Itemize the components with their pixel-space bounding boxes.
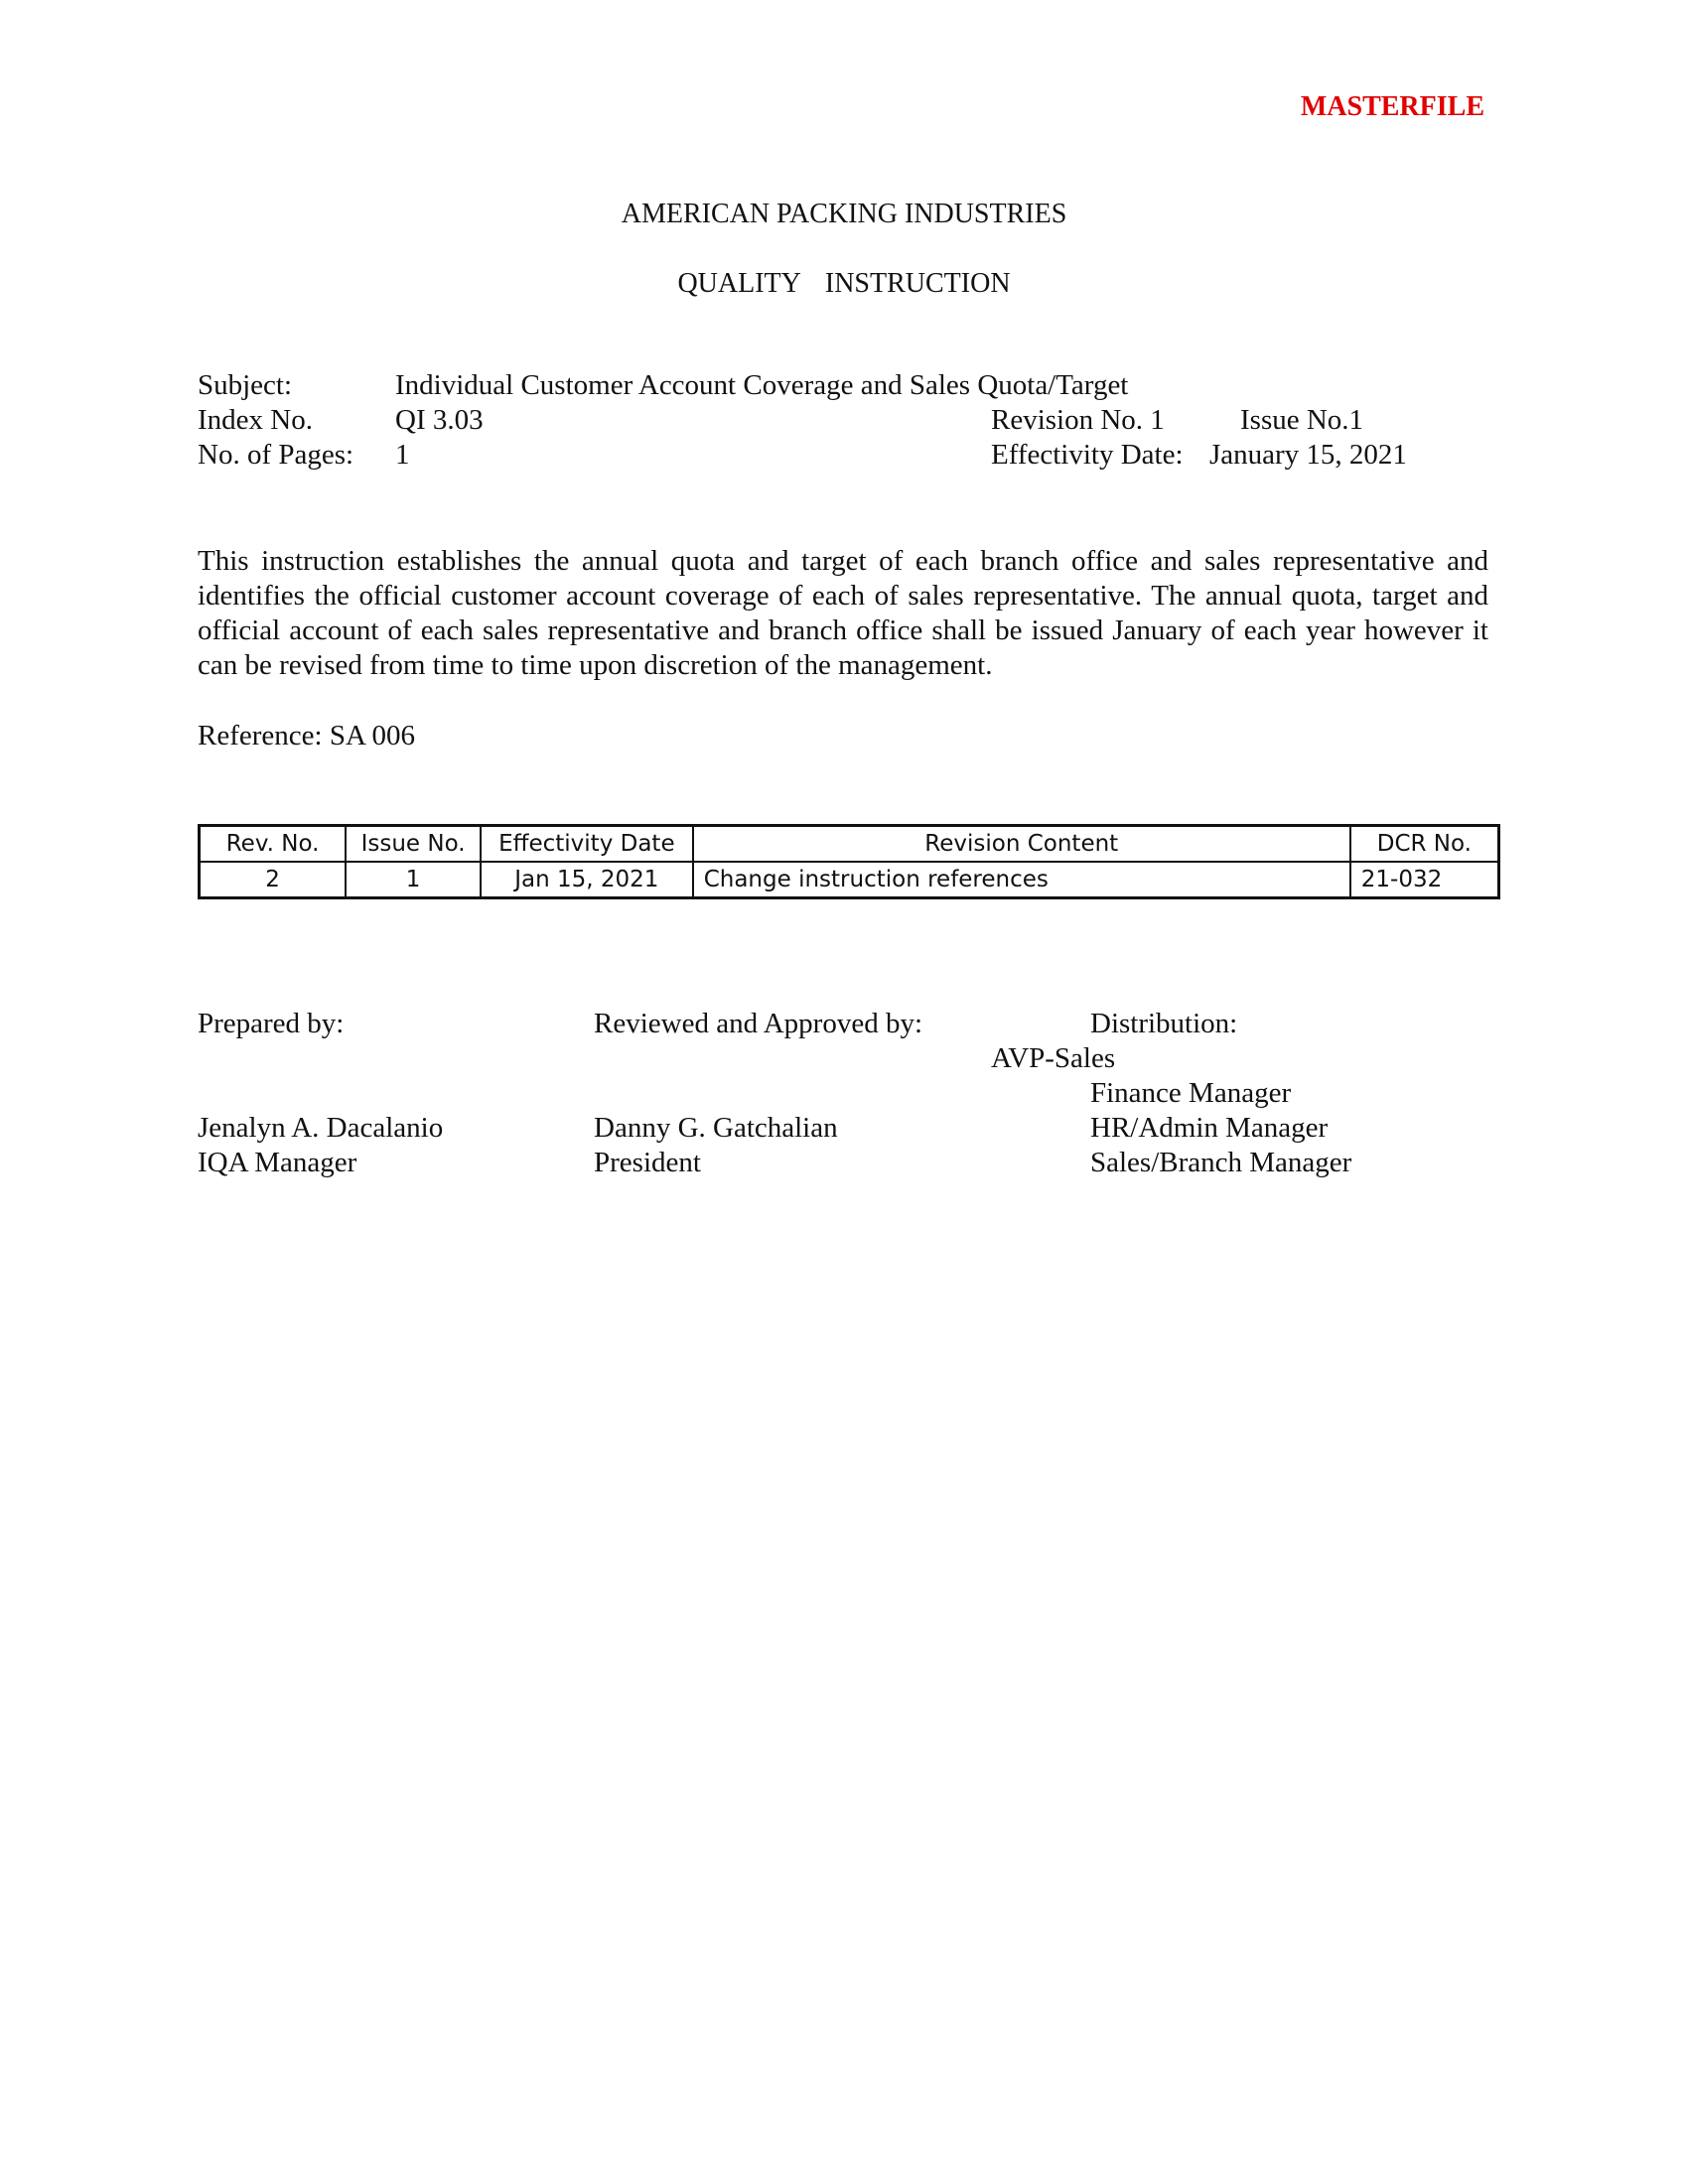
distribution-item: Sales/Branch Manager xyxy=(1090,1147,1352,1178)
index-label: Index No. xyxy=(198,404,313,436)
effectivity-value: January 15, 2021 xyxy=(1209,439,1407,471)
company-name: AMERICAN PACKING INDUSTRIES xyxy=(621,199,1067,229)
cell-issue-no: 1 xyxy=(346,862,481,898)
revision-number: Revision No. 1 xyxy=(991,404,1165,436)
header-rev-no: Rev. No. xyxy=(200,826,347,863)
reference: Reference: SA 006 xyxy=(198,720,416,751)
document-type-word-1: QUALITY xyxy=(677,268,801,299)
document-type-word-2: INSTRUCTION xyxy=(824,268,1011,299)
distribution-item: HR/Admin Manager xyxy=(1090,1112,1329,1144)
cell-dcr-no: 21-032 xyxy=(1350,862,1499,898)
intro-paragraph: This instruction establishes the annual quota and target of each branch office and sales representative and identifies the official customer account coverage of each of sales representative. The annual quota, target and official account of each sales representative and branch office shall be issued January of each year however it can be revised from time to time upon discretion of the management. xyxy=(198,545,1488,681)
table-row xyxy=(200,862,1499,898)
document-type xyxy=(0,268,1688,300)
cell-effectivity-date: Jan 15, 2021 xyxy=(481,862,693,898)
header-revision-content: Revision Content xyxy=(693,826,1350,863)
distribution-label: Distribution: xyxy=(1090,1008,1238,1039)
index-value: QI 3.03 xyxy=(395,404,484,436)
header-effectivity-date: Effectivity Date xyxy=(481,826,693,863)
subject-value: Individual Customer Account Coverage and Sales Quota/Target xyxy=(395,369,1129,401)
cell-rev-no: 2 xyxy=(200,862,347,898)
revision-table-header-row xyxy=(200,826,1499,863)
pages-value: 1 xyxy=(395,439,410,471)
reviewed-by-title: President xyxy=(594,1147,701,1178)
issue-number: Issue No.1 xyxy=(1240,404,1364,436)
reviewed-by-name: Danny G. Gatchalian xyxy=(594,1112,838,1144)
prepared-by-label: Prepared by: xyxy=(198,1008,345,1039)
cell-revision-content: Change instruction references xyxy=(693,862,1350,898)
header-issue-no: Issue No. xyxy=(346,826,481,863)
header-dcr-no: DCR No. xyxy=(1350,826,1499,863)
pages-label: No. of Pages: xyxy=(198,439,354,471)
masterfile-stamp: MASTERFILE xyxy=(1300,91,1484,122)
reviewed-by-label: Reviewed and Approved by: xyxy=(594,1008,923,1039)
distribution-item: AVP-Sales xyxy=(991,1042,1116,1074)
prepared-by-title: IQA Manager xyxy=(198,1147,357,1178)
prepared-by-name: Jenalyn A. Dacalanio xyxy=(198,1112,444,1144)
subject-label: Subject: xyxy=(198,369,293,401)
revision-table xyxy=(198,824,1500,899)
effectivity-label: Effectivity Date: xyxy=(991,439,1184,471)
distribution-item: Finance Manager xyxy=(1090,1077,1292,1109)
